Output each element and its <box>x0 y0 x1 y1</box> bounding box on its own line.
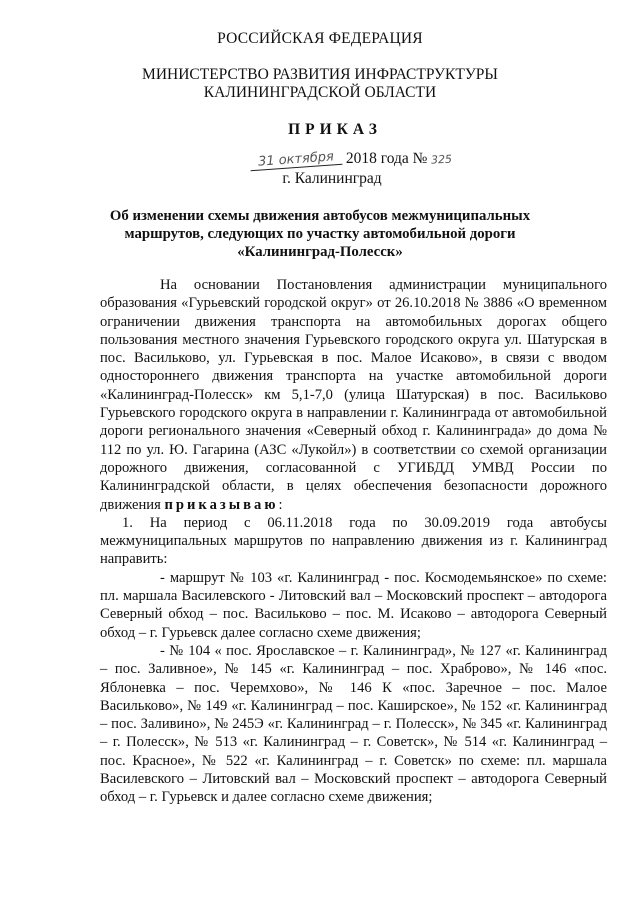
handwritten-order-number: 325 <box>431 152 453 167</box>
subject-line-2: маршрутов, следующих по участку автомобильной дороги <box>124 226 516 242</box>
date-year-text: 2018 года № <box>345 150 428 167</box>
preamble-text: На основании Постановления администрации муниципального образования «Гурьевский городской округ» от 26.10.2018 № 3886 «О временном ограничении движения транспорта на автомобильных дорогах общего пользования местного значения Гурьевского городского округа ул. Шатурская в пос. Васильково, ул. Гурьевская в пос. Малое Исаково», в связи с вводом одностороннего движения транспорта на участке автомобильной дороги «Калининград-Полесск» км 5,1-7,0 (улица Шатурская) в пос. Васильково Гурьевского городского округа в направлении г. Калининграда от автомобильной дороги регионального значения «Северный обход г. Калининграда» до дома № 112 по ул. Ю. Гагарина (АЗС «Лукойл») в соответствии со схемой организации дорожного движения, согласованной с УГИБДД УМВД России по Калининградской области, в целях обеспечения безопасности дорожного движения <box>100 277 607 513</box>
subject-line-1: Об изменении схемы движения автобусов межмуниципальных <box>109 208 531 224</box>
order-date-line <box>250 150 457 168</box>
order-colon: : <box>278 496 283 513</box>
order-body <box>100 276 607 807</box>
ministry-heading <box>0 66 640 102</box>
ministry-line-2: КАЛИНИНГРАДСКОЙ ОБЛАСТИ <box>203 84 437 101</box>
city-line: г. Калининград <box>282 170 382 187</box>
routes-other-paragraph: - № 104 « пос. Ярославское – г. Калининград», № 127 «г. Калининград – пос. Заливное», № 145 «г. Калининград – пос. Храброво», № 146 «пос. Яблоневка – пос. Черемхово», № 146 К «пос. Заречное – пос. Малое Васильково», № 149 «г. Калининград – пос. Каширское», № 152 «г. Калининград – пос. Заливино», № 245Э «г. Калининград – г. Полесск», № 345 «г. Калининград – г. Полесск», № 513 «г. Калининград – г. Советск», № 514 «г. Калининград – пос. Красное», № 522 «г. Калининград – г. Советск» по схеме: пл. маршала Василевского – Литовский вал – Московский проспект – автодорога Северный обход – г. Гурьевск и далее согласно схеме движения; <box>100 642 607 806</box>
order-word: приказываю <box>164 496 279 513</box>
subject-line-3: «Калининград-Полесск» <box>237 244 403 260</box>
ministry-line-1: МИНИСТЕРСТВО РАЗВИТИЯ ИНФРАСТРУКТУРЫ <box>142 66 498 83</box>
preamble-paragraph <box>100 276 607 514</box>
order-title: ПРИКАЗ <box>288 121 382 138</box>
handwritten-date: 31 октября <box>250 149 343 171</box>
item-1-paragraph: 1. На период с 06.11.2018 года по 30.09.2019 года автобусы межмуниципальных маршрутов по направлению движения из г. Калининград направить: <box>100 514 607 568</box>
order-subject <box>0 207 640 261</box>
federation-heading: РОССИЙСКАЯ ФЕДЕРАЦИЯ <box>217 30 423 47</box>
route-103-paragraph: - маршрут № 103 «г. Калининград - пос. Космодемьянское» по схеме: пл. маршала Василевского - Литовский вал – Московский проспект – автодорога Северный обход – пос. Васильково – пос. М. Исаково – автодорога Северный обход – г. Гурьевск далее согласно схеме движения; <box>100 569 607 641</box>
